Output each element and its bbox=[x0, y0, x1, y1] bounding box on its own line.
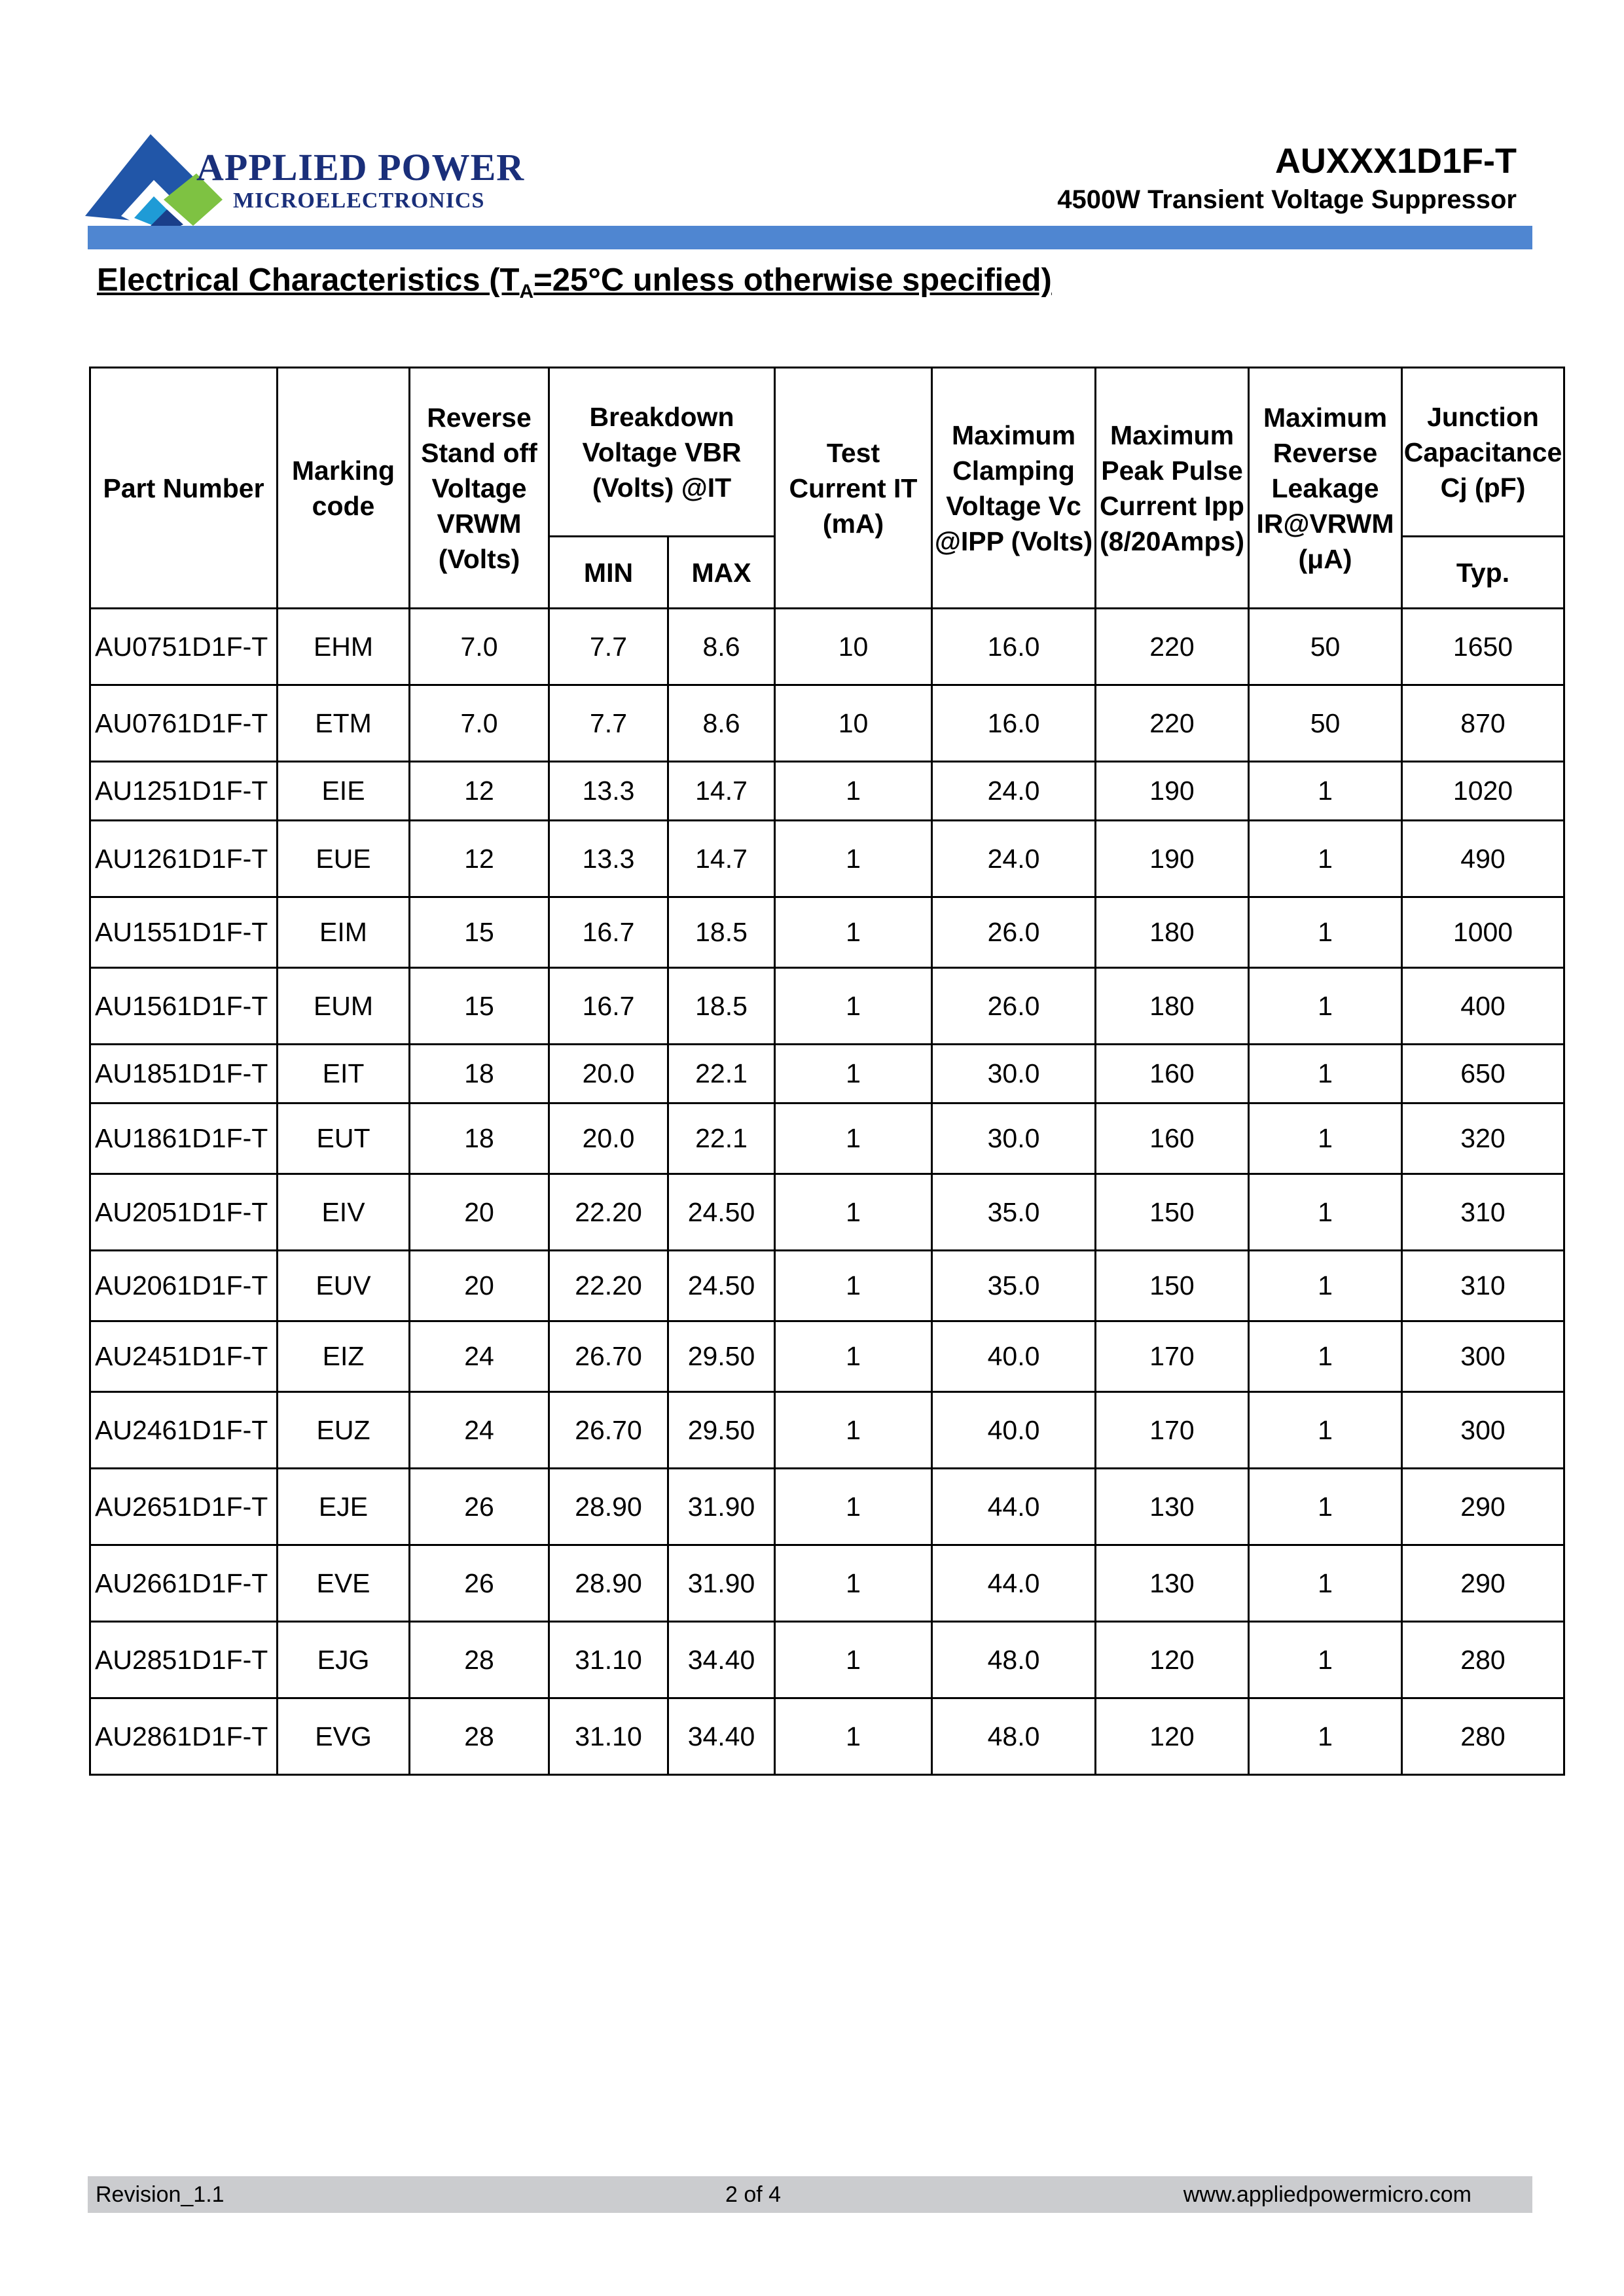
table-cell: AU2851D1F-T bbox=[90, 1622, 278, 1698]
header-reverse-leakage: Maximum Reverse Leakage IR@VRWM (μA) bbox=[1249, 368, 1402, 609]
table-cell: 1 bbox=[1249, 821, 1402, 897]
table-cell: AU0761D1F-T bbox=[90, 685, 278, 762]
table-cell: 1 bbox=[775, 1545, 932, 1622]
table-cell: EIE bbox=[278, 762, 410, 821]
table-cell: 170 bbox=[1096, 1321, 1249, 1392]
table-cell: 15 bbox=[410, 897, 549, 968]
table-cell: 1020 bbox=[1402, 762, 1564, 821]
table-cell: AU1251D1F-T bbox=[90, 762, 278, 821]
table-cell: 120 bbox=[1096, 1698, 1249, 1775]
table-cell: 1 bbox=[775, 897, 932, 968]
table-cell: ETM bbox=[278, 685, 410, 762]
header-marking-code: Marking code bbox=[278, 368, 410, 609]
table-cell: 1 bbox=[775, 1045, 932, 1103]
table-cell: 28.90 bbox=[549, 1545, 668, 1622]
table-row bbox=[90, 685, 1564, 762]
document-subtitle: 4500W Transient Voltage Suppressor bbox=[1057, 185, 1517, 214]
table-cell: 310 bbox=[1402, 1174, 1564, 1251]
header-peak-pulse-current: Maximum Peak Pulse Current Ipp (8/20Amps) bbox=[1096, 368, 1249, 609]
table-cell: 8.6 bbox=[668, 685, 775, 762]
header-breakdown-voltage: Breakdown Voltage VBR (Volts) @IT bbox=[549, 368, 775, 537]
table-cell: EUT bbox=[278, 1103, 410, 1174]
table-cell: EUZ bbox=[278, 1392, 410, 1469]
table-cell: 29.50 bbox=[668, 1392, 775, 1469]
table-cell: 34.40 bbox=[668, 1622, 775, 1698]
table-cell: AU2061D1F-T bbox=[90, 1251, 278, 1321]
table-cell: 1 bbox=[1249, 1251, 1402, 1321]
table-cell: 1 bbox=[1249, 1103, 1402, 1174]
table-cell: 26 bbox=[410, 1469, 549, 1545]
table-cell: 8.6 bbox=[668, 609, 775, 685]
table-cell: 220 bbox=[1096, 685, 1249, 762]
table-cell: EJG bbox=[278, 1622, 410, 1698]
table-cell: 7.0 bbox=[410, 685, 549, 762]
table-cell: 31.90 bbox=[668, 1545, 775, 1622]
table-cell: 1 bbox=[775, 1321, 932, 1392]
table-cell: 31.10 bbox=[549, 1698, 668, 1775]
table-cell: 26.0 bbox=[932, 968, 1096, 1045]
table-cell: AU1551D1F-T bbox=[90, 897, 278, 968]
table-cell: 10 bbox=[775, 609, 932, 685]
company-name-line2: MICROELECTRONICS bbox=[233, 188, 485, 213]
table-cell: EIV bbox=[278, 1174, 410, 1251]
table-cell: 18.5 bbox=[668, 968, 775, 1045]
table-cell: 24 bbox=[410, 1321, 549, 1392]
table-cell: AU2651D1F-T bbox=[90, 1469, 278, 1545]
table-cell: EVG bbox=[278, 1698, 410, 1775]
footer-page-number: 2 of 4 bbox=[725, 2182, 782, 2207]
table-cell: 1 bbox=[775, 1469, 932, 1545]
company-name-line1: APPLIED POWER bbox=[196, 146, 525, 188]
table-cell: 160 bbox=[1096, 1045, 1249, 1103]
header-test-current: Test Current IT (mA) bbox=[775, 368, 932, 609]
table-cell: 280 bbox=[1402, 1622, 1564, 1698]
table-cell: 15 bbox=[410, 968, 549, 1045]
table-cell: 34.40 bbox=[668, 1698, 775, 1775]
table-cell: 18 bbox=[410, 1045, 549, 1103]
table-cell: 22.1 bbox=[668, 1045, 775, 1103]
table-cell: 13.3 bbox=[549, 762, 668, 821]
table-cell: EIM bbox=[278, 897, 410, 968]
header-part-number: Part Number bbox=[90, 368, 278, 609]
table-cell: 12 bbox=[410, 821, 549, 897]
table-cell: 12 bbox=[410, 762, 549, 821]
table-cell: EUM bbox=[278, 968, 410, 1045]
table-cell: 26 bbox=[410, 1545, 549, 1622]
table-cell: AU0751D1F-T bbox=[90, 609, 278, 685]
table-cell: 1 bbox=[775, 968, 932, 1045]
table-cell: AU1261D1F-T bbox=[90, 821, 278, 897]
table-cell: 1 bbox=[1249, 1321, 1402, 1392]
header-divider-bar bbox=[88, 226, 1532, 249]
table-cell: EIT bbox=[278, 1045, 410, 1103]
table-cell: 24.0 bbox=[932, 762, 1096, 821]
table-cell: AU2661D1F-T bbox=[90, 1545, 278, 1622]
table-row bbox=[90, 1251, 1564, 1321]
header-vrwm: Reverse Stand off Voltage VRWM (Volts) bbox=[410, 368, 549, 609]
table-cell: 40.0 bbox=[932, 1392, 1096, 1469]
table-cell: 7.0 bbox=[410, 609, 549, 685]
table-cell: AU1561D1F-T bbox=[90, 968, 278, 1045]
table-cell: 290 bbox=[1402, 1545, 1564, 1622]
table-cell: 16.0 bbox=[932, 685, 1096, 762]
page-footer bbox=[88, 2176, 1532, 2213]
header-clamping-voltage: Maximum Clamping Voltage Vc @IPP (Volts) bbox=[932, 368, 1096, 609]
table-cell: 26.0 bbox=[932, 897, 1096, 968]
table-cell: 160 bbox=[1096, 1103, 1249, 1174]
electrical-characteristics-table bbox=[89, 367, 1565, 1776]
table-cell: 1 bbox=[775, 821, 932, 897]
table-cell: 1 bbox=[775, 1251, 932, 1321]
table-cell: 44.0 bbox=[932, 1545, 1096, 1622]
table-cell: AU1851D1F-T bbox=[90, 1045, 278, 1103]
table-cell: 28 bbox=[410, 1622, 549, 1698]
table-cell: 1 bbox=[775, 1174, 932, 1251]
table-cell: 130 bbox=[1096, 1469, 1249, 1545]
table-cell: 1 bbox=[1249, 968, 1402, 1045]
table-cell: 120 bbox=[1096, 1622, 1249, 1698]
table-row bbox=[90, 762, 1564, 821]
company-name bbox=[196, 147, 524, 214]
table-cell: 150 bbox=[1096, 1251, 1249, 1321]
table-cell: 16.0 bbox=[932, 609, 1096, 685]
table-cell: 24 bbox=[410, 1392, 549, 1469]
table-cell: 310 bbox=[1402, 1251, 1564, 1321]
table-cell: AU1861D1F-T bbox=[90, 1103, 278, 1174]
table-row bbox=[90, 1174, 1564, 1251]
table-cell: 50 bbox=[1249, 685, 1402, 762]
table-row bbox=[90, 609, 1564, 685]
header-cj-typ: Typ. bbox=[1402, 537, 1564, 609]
table-row bbox=[90, 1469, 1564, 1545]
table-cell: 1 bbox=[775, 762, 932, 821]
table-cell: 20.0 bbox=[549, 1103, 668, 1174]
table-cell: 190 bbox=[1096, 762, 1249, 821]
table-cell: 48.0 bbox=[932, 1622, 1096, 1698]
table-row bbox=[90, 1698, 1564, 1775]
table-cell: 180 bbox=[1096, 897, 1249, 968]
table-cell: 28.90 bbox=[549, 1469, 668, 1545]
table-row bbox=[90, 821, 1564, 897]
table-row bbox=[90, 1545, 1564, 1622]
table-cell: 13.3 bbox=[549, 821, 668, 897]
table-cell: 20 bbox=[410, 1251, 549, 1321]
table-cell: 290 bbox=[1402, 1469, 1564, 1545]
table-cell: 220 bbox=[1096, 609, 1249, 685]
table-cell: 650 bbox=[1402, 1045, 1564, 1103]
section-title-subscript: A bbox=[519, 280, 534, 302]
table-cell: 1 bbox=[775, 1622, 932, 1698]
table-cell: 40.0 bbox=[932, 1321, 1096, 1392]
table-row bbox=[90, 1392, 1564, 1469]
table-cell: AU2051D1F-T bbox=[90, 1174, 278, 1251]
table-cell: EHM bbox=[278, 609, 410, 685]
table-cell: 10 bbox=[775, 685, 932, 762]
table-cell: 1 bbox=[1249, 1545, 1402, 1622]
table-cell: 30.0 bbox=[932, 1045, 1096, 1103]
table-cell: 31.10 bbox=[549, 1622, 668, 1698]
table-cell: 48.0 bbox=[932, 1698, 1096, 1775]
table-cell: 14.7 bbox=[668, 762, 775, 821]
table-cell: 1 bbox=[775, 1698, 932, 1775]
table-cell: 170 bbox=[1096, 1392, 1249, 1469]
footer-website: www.appliedpowermicro.com bbox=[1183, 2182, 1471, 2207]
table-cell: 1000 bbox=[1402, 897, 1564, 968]
section-title-end: =25°C unless otherwise specified) bbox=[533, 262, 1052, 298]
table-cell: 28 bbox=[410, 1698, 549, 1775]
section-title-start: Electrical Characteristics (T bbox=[97, 262, 520, 298]
section-title bbox=[97, 262, 1052, 303]
table-cell: 30.0 bbox=[932, 1103, 1096, 1174]
table-cell: 180 bbox=[1096, 968, 1249, 1045]
table-row bbox=[90, 1045, 1564, 1103]
table-cell: AU2461D1F-T bbox=[90, 1392, 278, 1469]
table-cell: 280 bbox=[1402, 1698, 1564, 1775]
table-cell: 320 bbox=[1402, 1103, 1564, 1174]
table-cell: 20 bbox=[410, 1174, 549, 1251]
table-cell: EUV bbox=[278, 1251, 410, 1321]
table-cell: 14.7 bbox=[668, 821, 775, 897]
table-cell: 300 bbox=[1402, 1392, 1564, 1469]
header-vbr-min: MIN bbox=[549, 537, 668, 609]
table-cell: 1 bbox=[1249, 762, 1402, 821]
table-cell: 1 bbox=[1249, 1045, 1402, 1103]
table-cell: 18 bbox=[410, 1103, 549, 1174]
header-vbr-max: MAX bbox=[668, 537, 775, 609]
table-cell: 24.0 bbox=[932, 821, 1096, 897]
header-capacitance: Junction Capacitance Cj (pF) bbox=[1402, 368, 1564, 537]
table-cell: 1 bbox=[1249, 897, 1402, 968]
table-cell: 1 bbox=[1249, 1392, 1402, 1469]
table-cell: 26.70 bbox=[549, 1321, 668, 1392]
table-cell: 1 bbox=[1249, 1469, 1402, 1545]
table-row bbox=[90, 897, 1564, 968]
table-cell: 130 bbox=[1096, 1545, 1249, 1622]
table-row bbox=[90, 968, 1564, 1045]
table-cell: AU2861D1F-T bbox=[90, 1698, 278, 1775]
table-body bbox=[90, 609, 1564, 1775]
table-cell: 16.7 bbox=[549, 897, 668, 968]
table-cell: 22.1 bbox=[668, 1103, 775, 1174]
table-cell: 300 bbox=[1402, 1321, 1564, 1392]
table-row bbox=[90, 1321, 1564, 1392]
table-cell: 7.7 bbox=[549, 609, 668, 685]
table-cell: EJE bbox=[278, 1469, 410, 1545]
table-row bbox=[90, 1103, 1564, 1174]
document-title: AUXXX1D1F-T bbox=[1274, 141, 1517, 181]
table-cell: 44.0 bbox=[932, 1469, 1096, 1545]
table-cell: 50 bbox=[1249, 609, 1402, 685]
table-cell: 24.50 bbox=[668, 1251, 775, 1321]
table-cell: 1650 bbox=[1402, 609, 1564, 685]
table-cell: 870 bbox=[1402, 685, 1564, 762]
table-cell: EVE bbox=[278, 1545, 410, 1622]
table-cell: 24.50 bbox=[668, 1174, 775, 1251]
table-cell: AU2451D1F-T bbox=[90, 1321, 278, 1392]
table-cell: 1 bbox=[1249, 1622, 1402, 1698]
table-cell: 31.90 bbox=[668, 1469, 775, 1545]
table-cell: EIZ bbox=[278, 1321, 410, 1392]
table-cell: 490 bbox=[1402, 821, 1564, 897]
table-cell: 400 bbox=[1402, 968, 1564, 1045]
table-cell: 26.70 bbox=[549, 1392, 668, 1469]
table-cell: 22.20 bbox=[549, 1251, 668, 1321]
footer-revision: Revision_1.1 bbox=[96, 2182, 225, 2207]
table-cell: 1 bbox=[775, 1392, 932, 1469]
table-row bbox=[90, 1622, 1564, 1698]
table-cell: 150 bbox=[1096, 1174, 1249, 1251]
table-cell: 29.50 bbox=[668, 1321, 775, 1392]
table-cell: 190 bbox=[1096, 821, 1249, 897]
table-cell: 1 bbox=[775, 1103, 932, 1174]
table-cell: EUE bbox=[278, 821, 410, 897]
table-cell: 20.0 bbox=[549, 1045, 668, 1103]
table-cell: 1 bbox=[1249, 1698, 1402, 1775]
table-cell: 16.7 bbox=[549, 968, 668, 1045]
table-cell: 7.7 bbox=[549, 685, 668, 762]
table-cell: 35.0 bbox=[932, 1174, 1096, 1251]
table-cell: 22.20 bbox=[549, 1174, 668, 1251]
table-cell: 35.0 bbox=[932, 1251, 1096, 1321]
table-cell: 18.5 bbox=[668, 897, 775, 968]
table-cell: 1 bbox=[1249, 1174, 1402, 1251]
